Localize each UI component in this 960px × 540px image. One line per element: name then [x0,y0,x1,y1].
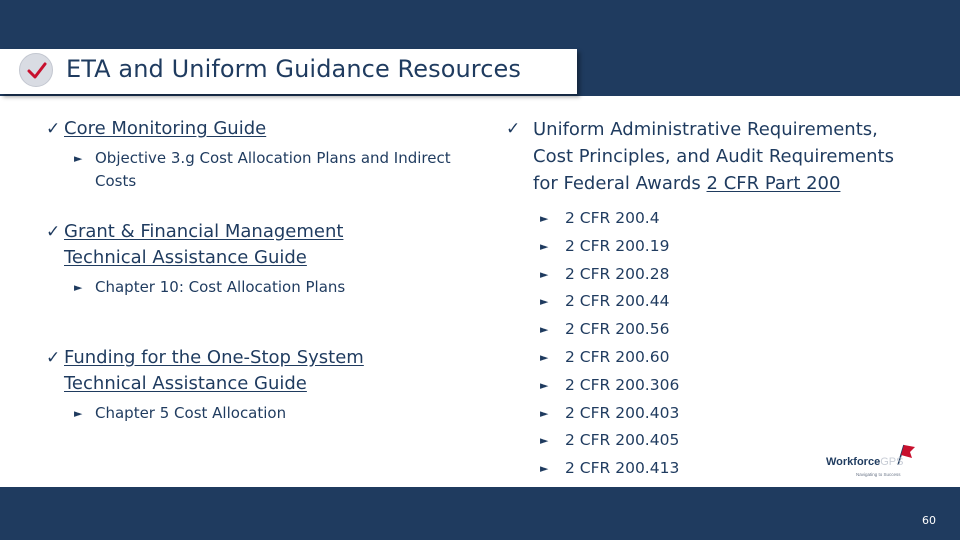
sub-item [46,276,466,299]
list-item [540,261,936,289]
right-triangle-arrow-icon: ► [74,407,83,420]
cfr-section-label: 2 CFR 200.60 [565,347,670,366]
right-triangle-arrow-icon: ► [540,378,549,392]
list-item [540,205,936,233]
cfr-section-label: 2 CFR 200.4 [565,209,660,227]
core-monitoring-guide-link[interactable]: Core Monitoring Guide [64,118,267,139]
footer-band [0,487,960,540]
logo-text [826,456,903,468]
checkmark-circle-icon [19,53,53,87]
cfr-section-label: 2 CFR 200.44 [565,292,670,311]
cfr-section-label: 2 CFR 200.405 [565,431,680,450]
cfr-section-label: 2 CFR 200.403 [565,403,680,422]
checkmark-icon: ✓ [46,222,61,242]
list-item [540,288,936,316]
list-item [540,372,936,400]
checkmark-icon: ✓ [46,119,61,139]
link-line-2: Technical Assistance Guide [64,373,307,394]
left-column [46,116,466,451]
sub-item-label: Chapter 10: Cost Allocation Plans [95,278,346,296]
grant-financial-guide-link[interactable] [64,221,343,268]
right-triangle-arrow-icon: ► [540,239,549,253]
title-line-2: Cost Principles, and Audit Requirements [533,146,894,167]
right-triangle-arrow-icon: ► [74,281,83,294]
right-triangle-arrow-icon: ► [540,350,549,364]
right-triangle-arrow-icon: ► [74,152,83,165]
right-triangle-arrow-icon: ► [540,267,549,281]
checkmark-icon: ✓ [506,119,521,139]
logo-text-gps: GPS [880,456,904,468]
right-column [506,116,936,483]
workforcegps-logo [826,443,922,485]
page-number: 60 [922,514,936,527]
resource-title [46,116,466,142]
cfr-part-200-link[interactable]: 2 CFR Part 200 [706,173,841,194]
resource-title [46,345,466,397]
link-line-2: Technical Assistance Guide [64,247,307,268]
right-triangle-arrow-icon: ► [540,462,549,476]
one-stop-guide-link[interactable] [64,347,364,394]
sub-item-label: Objective 3.g Cost Allocation Plans and Indirect Costs [95,149,451,190]
cfr-section-label: 2 CFR 200.413 [565,459,680,478]
logo-text-main: Workforce [826,456,881,468]
cfr-section-list [540,205,936,483]
title-line-3: for Federal Awards [533,173,707,194]
uniform-guidance-title [506,116,936,197]
right-triangle-arrow-icon: ► [540,323,549,337]
sub-item [46,147,466,193]
sub-item [46,402,466,425]
title-line-1: Uniform Administrative Requirements, [533,119,878,140]
resource-grant-financial [46,219,466,299]
checkmark-icon: ✓ [46,348,61,368]
right-triangle-arrow-icon: ► [540,406,549,420]
resource-core-monitoring [46,116,466,193]
cfr-section-label: 2 CFR 200.56 [565,320,670,339]
list-item [540,316,936,344]
link-line-1: Funding for the One-Stop System [64,347,364,368]
logo-tagline: Navigating to Success [856,472,901,477]
list-item [540,400,936,428]
cfr-section-label: 2 CFR 200.19 [565,236,670,255]
list-item [540,233,936,261]
resource-title [46,219,466,271]
cfr-section-label: 2 CFR 200.28 [565,264,670,283]
sub-item-label: Chapter 5 Cost Allocation [95,404,287,422]
slide-title: ETA and Uniform Guidance Resources [66,55,522,83]
right-triangle-arrow-icon: ► [540,212,549,225]
right-triangle-arrow-icon: ► [540,295,549,309]
link-line-1: Grant & Financial Management [64,221,344,242]
list-item [540,344,936,372]
resource-one-stop [46,345,466,425]
cfr-section-label: 2 CFR 200.306 [565,375,680,394]
right-triangle-arrow-icon: ► [540,434,549,448]
